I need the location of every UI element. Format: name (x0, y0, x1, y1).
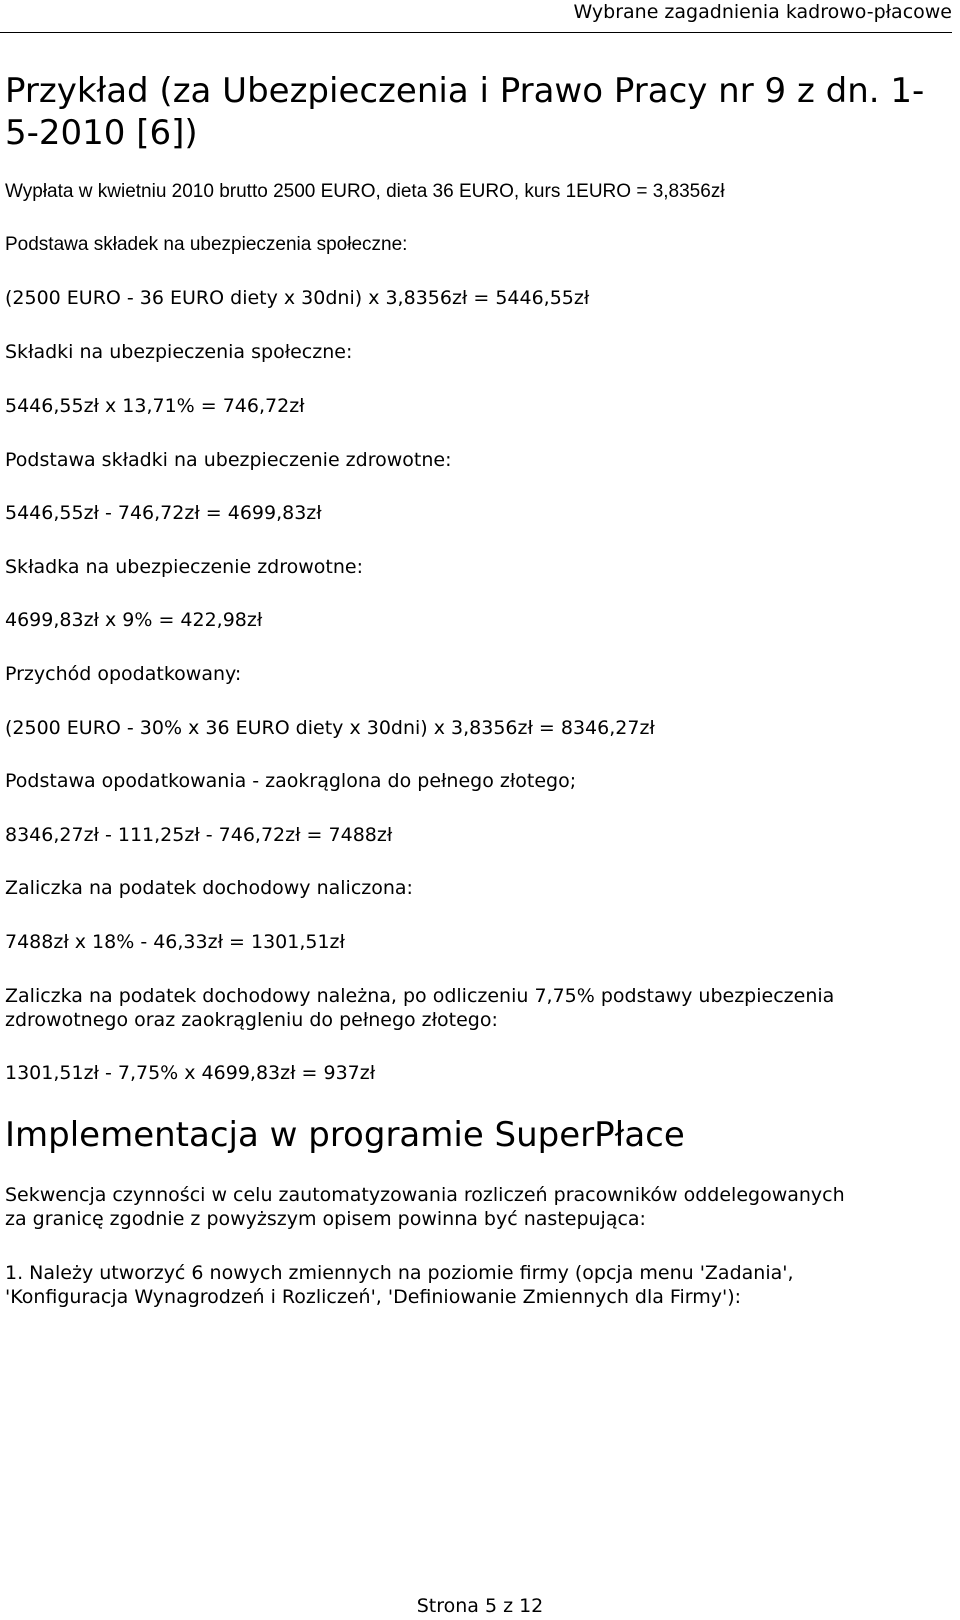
tax-base-calculation: 8346,27zł - 111,25zł - 746,72zł = 7488zł (5, 824, 393, 846)
example-heading-line-1: Przykład (za Ubezpieczenia i Prawo Pracy nr 9 z dn. 1- (5, 71, 925, 111)
page-number: Strona 5 z 12 (416, 1595, 544, 1617)
taxable-income-calculation: (2500 EURO - 30% x 36 EURO diety x 30dni) x 3,8356zł = 8346,27zł (5, 717, 655, 739)
tax-advance-label: Zaliczka na podatek dochodowy naliczona: (5, 877, 413, 899)
step-1-line-1: 1. Należy utworzyć 6 nowych zmiennych na poziomie firmy (opcja menu 'Zadania', (5, 1262, 794, 1284)
implementation-intro-line-1: Sekwencja czynności w celu zautomatyzowania rozliczeń pracowników oddelegowanych (5, 1184, 845, 1206)
running-header-title: Wybrane zagadnienia kadrowo-płacowe (573, 1, 952, 23)
header-divider (0, 32, 952, 33)
tax-due-calculation: 1301,51zł - 7,75% x 4699,83zł = 937zł (5, 1062, 376, 1084)
health-insurance-base-calculation: 5446,55zł - 746,72zł = 4699,83zł (5, 502, 322, 524)
implementation-intro-line-2: za granicę zgodnie z powyższym opisem powinna być nastepująca: (5, 1208, 646, 1230)
social-contributions-label: Składki na ubezpieczenia społeczne: (5, 341, 353, 363)
step-1-line-2: 'Konfiguracja Wynagrodzeń i Rozliczeń', 'Definiowanie Zmiennych dla Firmy'): (5, 1286, 742, 1308)
health-insurance-base-label: Podstawa składki na ubezpieczenie zdrowotne: (5, 449, 452, 471)
health-contribution-label: Składka na ubezpieczenie zdrowotne: (5, 556, 363, 578)
tax-due-label-line-1: Zaliczka na podatek dochodowy należna, po odliczeniu 7,75% podstawy ubezpieczenia (5, 985, 835, 1007)
health-contribution-calculation: 4699,83zł x 9% = 422,98zł (5, 609, 263, 631)
tax-due-label-line-2: zdrowotnego oraz zaokrągleniu do pełnego złotego: (5, 1009, 498, 1031)
example-heading-line-2: 5-2010 [6]) (5, 113, 198, 153)
implementation-heading: Implementacja w programie SuperPłace (5, 1115, 685, 1155)
salary-info: Wypłata w kwietniu 2010 brutto 2500 EURO, dieta 36 EURO, kurs 1EURO = 3,8356zł (5, 181, 725, 202)
social-contributions-calculation: 5446,55zł x 13,71% = 746,72zł (5, 395, 305, 417)
tax-advance-calculation: 7488zł x 18% - 46,33zł = 1301,51zł (5, 931, 345, 953)
tax-base-label: Podstawa opodatkowania - zaokrąglona do pełnego złotego; (5, 770, 577, 792)
social-insurance-base-label: Podstawa składek na ubezpieczenia społeczne: (5, 234, 408, 255)
social-insurance-base-calculation: (2500 EURO - 36 EURO diety x 30dni) x 3,8356zł = 5446,55zł (5, 287, 590, 309)
taxable-income-label: Przychód opodatkowany: (5, 663, 242, 685)
